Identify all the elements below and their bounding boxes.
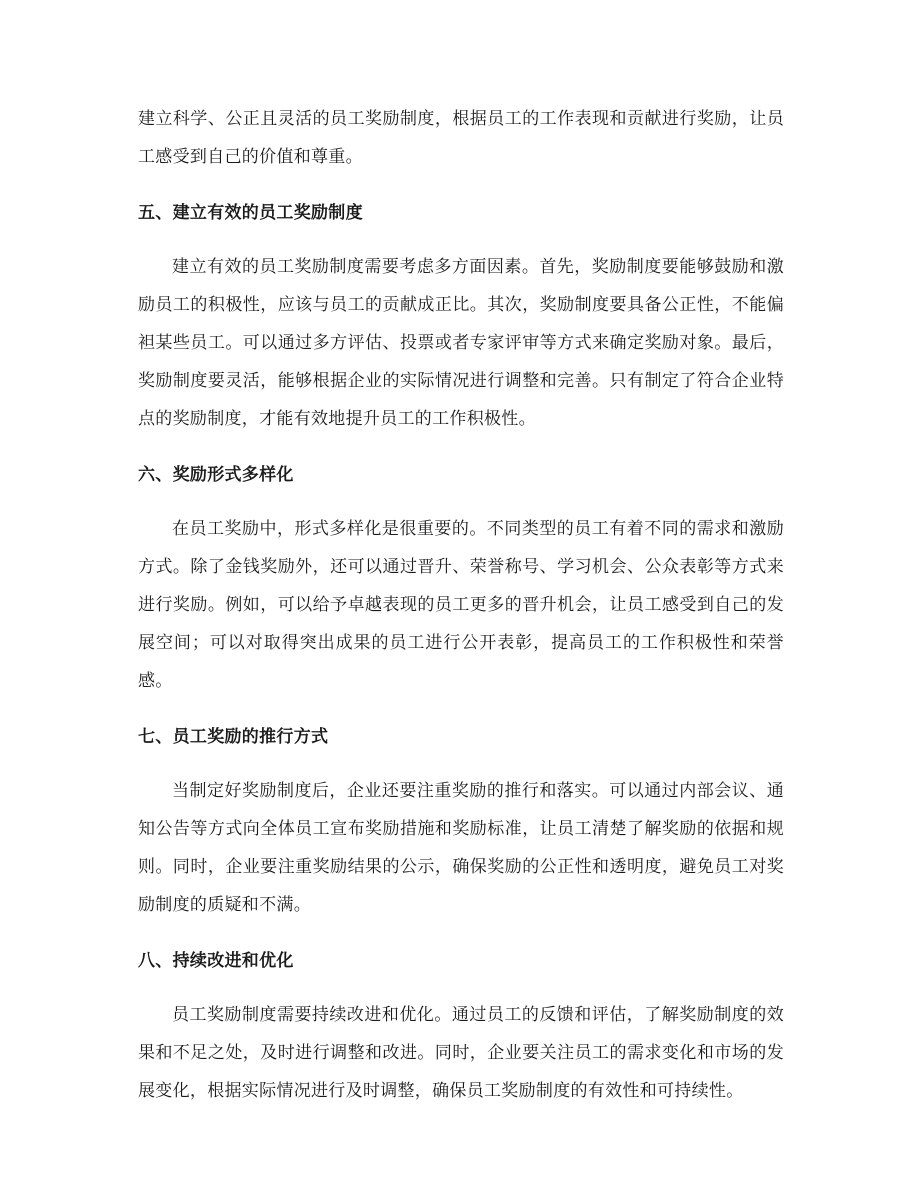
section-heading-6: 六、奖励形式多样化 bbox=[138, 465, 294, 485]
section-body-7: 当制定好奖励制度后，企业还要注重奖励的推行和落实。可以通过内部会议、通知公告等方式向全体员工宣布奖励措施和奖励标准，让员工清楚了解奖励的依据和规则。同时，企业要注重奖励结果的公示，确保奖励的公正性和透明度，避免员工对奖励制度的质疑和不满。 bbox=[138, 781, 784, 915]
section-body-8: 员工奖励制度需要持续改进和优化。通过员工的反馈和评估，了解奖励制度的效果和不足之处，及时进行调整和改进。同时，企业要关注员工的需求变化和市场的发展变化，根据实际情况进行及时调整，确保员工奖励制度的有效性和可持续性。 bbox=[138, 1005, 784, 1101]
section-heading-8: 八、持续改进和优化 bbox=[138, 951, 294, 971]
section-heading-7: 七、员工奖励的推行方式 bbox=[138, 727, 329, 747]
section-body-6: 在员工奖励中，形式多样化是很重要的。不同类型的员工有着不同的需求和激励方式。除了金钱奖励外，还可以通过晋升、荣誉称号、学习机会、公众表彰等方式来进行奖励。例如，可以给予卓越表现的员工更多的晋升机会，让员工感受到自己的发展空间；可以对取得突出成果的员工进行公开表彰，提高员工的工作积极性和荣誉感。 bbox=[138, 519, 784, 691]
document-page bbox=[138, 100, 784, 1110]
section-heading-5: 五、建立有效的员工奖励制度 bbox=[138, 203, 363, 223]
intro-paragraph: 建立科学、公正且灵活的员工奖励制度，根据员工的工作表现和贡献进行奖励，让员工感受到自己的价值和尊重。 bbox=[138, 109, 784, 167]
section-body-5: 建立有效的员工奖励制度需要考虑多方面因素。首先，奖励制度要能够鼓励和激励员工的积极性，应该与员工的贡献成正比。其次，奖励制度要具备公正性，不能偏袒某些员工。可以通过多方评估、投票或者专家评审等方式来确定奖励对象。最后，奖励制度要灵活，能够根据企业的实际情况进行调整和完善。只有制定了符合企业特点的奖励制度，才能有效地提升员工的工作积极性。 bbox=[138, 257, 784, 429]
